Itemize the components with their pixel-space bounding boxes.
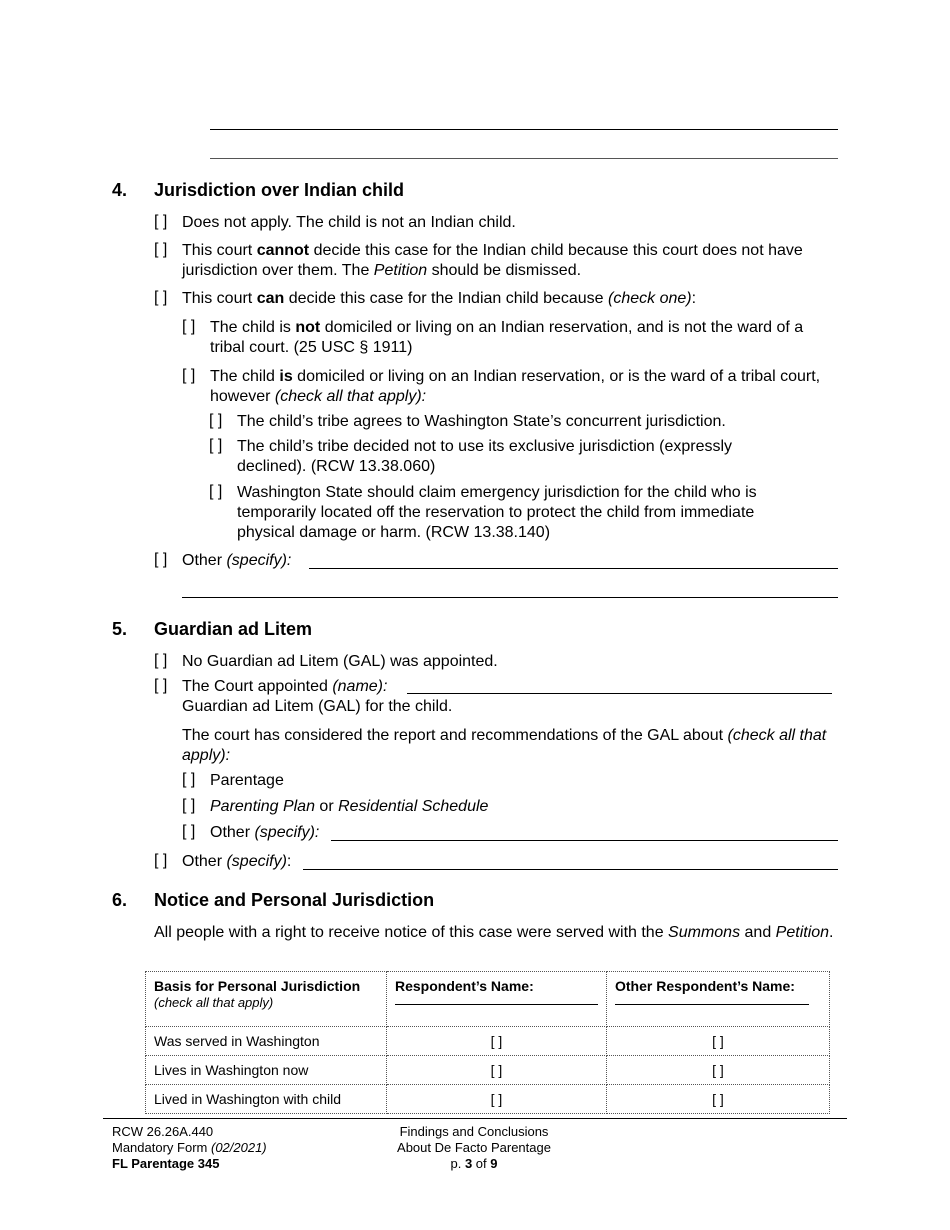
gal-name-line[interactable] bbox=[407, 693, 832, 694]
section-number: 6. bbox=[112, 890, 128, 910]
checkbox[interactable]: [ ] bbox=[387, 1027, 607, 1056]
checkbox[interactable]: [ ] bbox=[387, 1056, 607, 1085]
notice-intro-text: All people with a right to receive notice of this case were served with the Summons and Petition. bbox=[154, 924, 834, 941]
personal-jurisdiction-table bbox=[145, 971, 830, 1114]
blank-line-top-2[interactable] bbox=[210, 158, 838, 159]
table-header-basis: Basis for Personal Jurisdiction (check all that apply) bbox=[146, 972, 387, 1027]
section-number: 4. bbox=[112, 180, 128, 200]
table-row: Lived in Washington with child [ ] [ ] bbox=[146, 1085, 830, 1114]
table-row: Was served in Washington [ ] [ ] bbox=[146, 1027, 830, 1056]
gal-line-text: Guardian ad Litem (GAL) for the child. bbox=[182, 698, 453, 715]
respondent-name-line[interactable] bbox=[395, 1004, 598, 1005]
gal-considered-text: The court has considered the report and recommendations of the GAL about (check all that apply): bbox=[182, 727, 827, 764]
checkbox[interactable]: [ ] bbox=[607, 1085, 830, 1114]
gal-other-specify-line[interactable] bbox=[331, 840, 838, 841]
checkbox[interactable]: [ ] bbox=[387, 1085, 607, 1114]
checkbox[interactable]: [ ] bbox=[209, 483, 223, 500]
checkbox[interactable]: [ ] bbox=[209, 412, 223, 429]
footer-center: Findings and Conclusions About De Facto Parentage p. 3 of 9 bbox=[374, 1124, 574, 1172]
checkbox[interactable]: [ ] bbox=[182, 771, 196, 788]
checkbox[interactable]: [ ] bbox=[154, 852, 168, 869]
page-number: p. 3 of 9 bbox=[450, 1156, 498, 1171]
checkbox[interactable]: [ ] bbox=[182, 823, 196, 840]
checkbox[interactable]: [ ] bbox=[607, 1027, 830, 1056]
footer-divider bbox=[103, 1118, 847, 1119]
table-row: Lives in Washington now [ ] [ ] bbox=[146, 1056, 830, 1085]
checkbox[interactable]: [ ] bbox=[154, 652, 168, 669]
checkbox[interactable]: [ ] bbox=[154, 677, 168, 694]
other-specify-line-2[interactable] bbox=[182, 597, 838, 598]
section-number: 5. bbox=[112, 619, 128, 639]
section-title: Jurisdiction over Indian child bbox=[154, 180, 405, 200]
checkbox[interactable]: [ ] bbox=[154, 289, 168, 306]
checkbox[interactable]: [ ] bbox=[607, 1056, 830, 1085]
checkbox[interactable]: [ ] bbox=[182, 797, 196, 814]
other-5-specify-line[interactable] bbox=[303, 869, 838, 870]
footer-left: RCW 26.26A.440 Mandatory Form (02/2021) FL Parentage 345 bbox=[112, 1124, 267, 1171]
other-specify-line[interactable] bbox=[309, 568, 838, 569]
checkbox[interactable]: [ ] bbox=[154, 551, 168, 568]
table-header-other-respondent[interactable]: Other Respondent’s Name: bbox=[607, 972, 830, 1027]
other-respondent-name-line[interactable] bbox=[615, 1004, 809, 1005]
checkbox[interactable]: [ ] bbox=[154, 213, 168, 230]
blank-line-top-1[interactable] bbox=[210, 129, 838, 130]
checkbox[interactable]: [ ] bbox=[182, 367, 196, 384]
checkbox[interactable]: [ ] bbox=[182, 318, 196, 335]
checkbox[interactable]: [ ] bbox=[209, 437, 223, 454]
section-title: Guardian ad Litem bbox=[154, 619, 313, 639]
checkbox[interactable]: [ ] bbox=[154, 241, 168, 258]
table-header-respondent[interactable]: Respondent’s Name: bbox=[387, 972, 607, 1027]
section-title: Notice and Personal Jurisdiction bbox=[154, 890, 435, 910]
